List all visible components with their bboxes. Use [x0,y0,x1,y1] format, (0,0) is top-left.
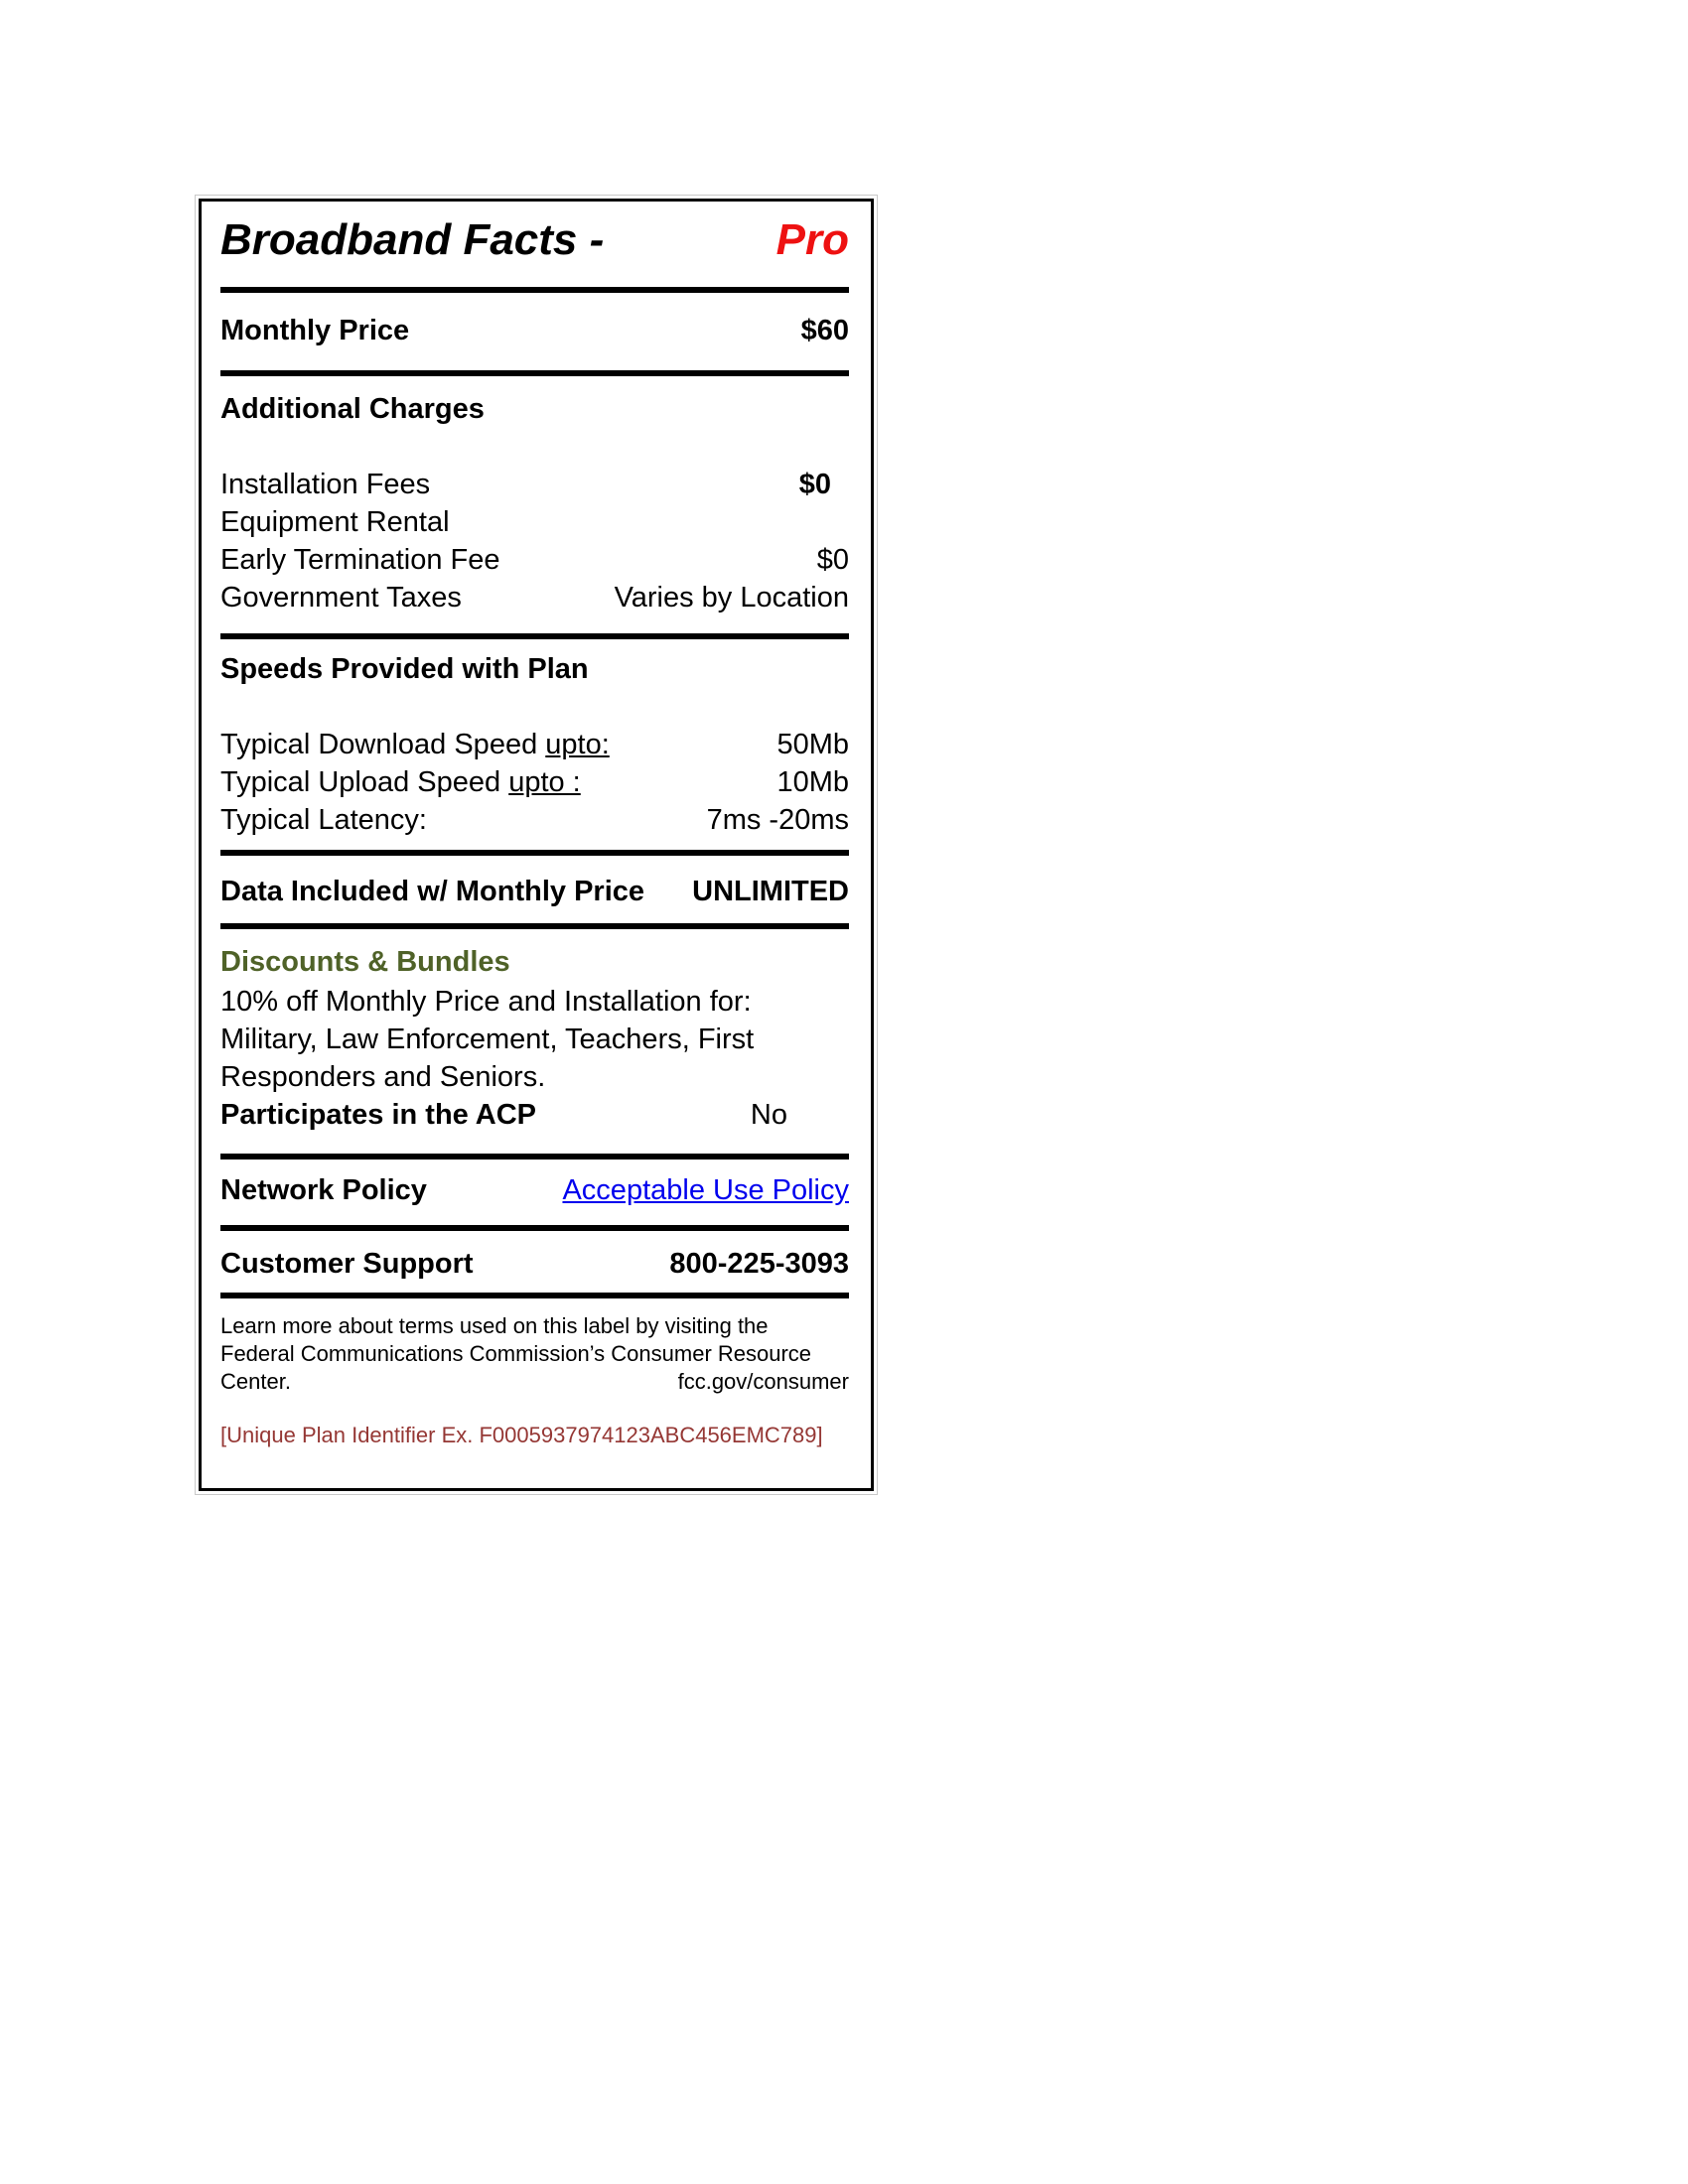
discounts-line: Responders and Seniors. [220,1061,546,1093]
footer-line [220,1368,849,1396]
speed-row [220,801,849,839]
monthly-price-value: $60 [800,315,849,346]
section-divider [220,370,849,376]
monthly-price-label: Monthly Price [220,315,410,346]
section-divider [220,850,849,856]
fcc-consumer-url: fcc.gov/consumer [677,1369,849,1394]
footer-line: Federal Communications Commission’s Consumer Resource [220,1341,812,1366]
speeds-list [220,726,849,839]
data-included-value: UNLIMITED [692,876,849,907]
plan-name: Pro [775,215,849,264]
section-divider [220,1293,849,1298]
speed-value: 50Mb [776,729,849,760]
footer-line: Learn more about terms used on this label by visiting the [220,1313,769,1338]
charge-row [220,466,849,503]
discounts-line: Military, Law Enforcement, Teachers, First [220,1024,755,1055]
charge-value: $0 [798,469,831,500]
speed-value: 7ms -20ms [706,804,849,836]
acceptable-use-policy-link[interactable]: Acceptable Use Policy [562,1174,849,1206]
section-divider [220,633,849,639]
label-header [220,213,849,267]
speed-label-underlined: upto : [508,766,581,798]
data-included-label: Data Included w/ Monthly Price [220,876,645,907]
footer-line-text: Center. [220,1369,291,1394]
network-policy-label: Network Policy [220,1174,427,1206]
network-policy-row [220,1171,849,1209]
charge-row [220,541,849,579]
speed-row [220,726,849,763]
charge-row [220,503,849,541]
customer-support-value: 800-225-3093 [669,1248,849,1280]
discounts-description [220,983,849,1134]
charge-label: Government Taxes [220,582,462,614]
unique-plan-identifier: [Unique Plan Identifier Ex. F0005937974123ABC456EMC789] [220,1423,823,1447]
acp-value: No [750,1099,787,1131]
charge-label: Early Termination Fee [220,544,500,576]
speed-label: Typical Upload Speed upto : [220,766,581,798]
footer-note [220,1312,849,1396]
section-divider [220,287,849,293]
speeds-heading: Speeds Provided with Plan [220,653,589,685]
section-divider [220,1154,849,1160]
discounts-line: 10% off Monthly Price and Installation for: [220,986,752,1018]
speed-value: 10Mb [776,766,849,798]
customer-support-label: Customer Support [220,1248,474,1280]
charge-row [220,579,849,616]
customer-support-row [220,1246,849,1282]
acp-row [220,1096,849,1134]
discounts-heading: Discounts & Bundles [220,946,510,978]
broadband-facts-label [199,199,874,1491]
label-title: Broadband Facts - [220,215,605,264]
additional-charges-heading: Additional Charges [220,393,485,425]
speed-label: Typical Latency: [220,804,427,836]
charge-value: $0 [816,544,849,576]
section-divider [220,923,849,929]
charge-label: Equipment Rental [220,506,450,538]
additional-charges-list [220,466,849,616]
speed-label-underlined: upto: [545,729,610,760]
speed-label: Typical Download Speed upto: [220,729,610,760]
charge-value: Varies by Location [614,582,849,614]
section-divider [220,1225,849,1231]
charge-label: Installation Fees [220,469,431,500]
monthly-price-row [220,313,849,348]
acp-label: Participates in the ACP [220,1099,537,1131]
speed-row [220,763,849,801]
data-included-row [220,874,849,909]
